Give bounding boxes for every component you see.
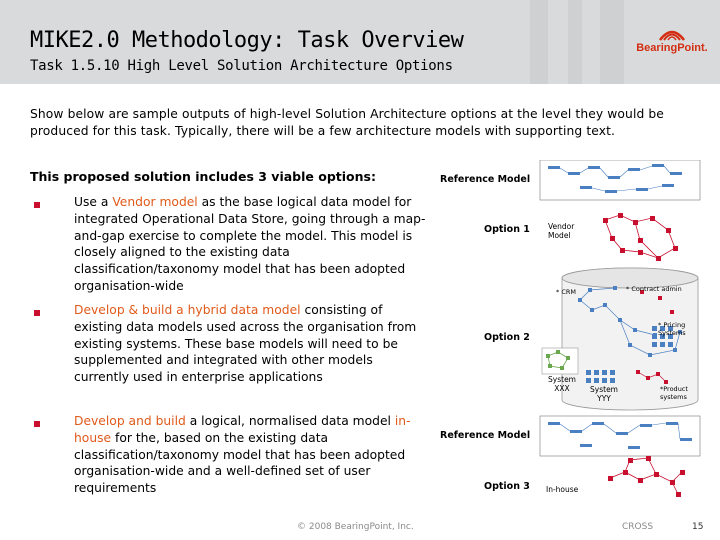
reference-model-label: Reference Model — [440, 430, 531, 441]
header-band — [600, 0, 624, 84]
bullet-marker — [34, 421, 40, 427]
bullet-text: consisting of existing data models used across the organisation from existing systems. These base models will need to be supplemented and integrated with other models currently used in enterprise applications — [74, 303, 417, 385]
bullet-highlight: Vendor model — [112, 195, 198, 209]
bullet-marker — [34, 310, 40, 316]
bullet-item — [74, 302, 430, 386]
bullet-text: for the, based on the existing data classification/taxonomy model that has been adopted organisation-wide and a well-defined set of user requirements — [74, 430, 406, 496]
logo-text: BearingPoint. — [636, 42, 708, 54]
bullet-item — [74, 194, 430, 295]
header-band — [530, 0, 548, 84]
contract-admin-label: * Contract admin — [626, 285, 682, 293]
architecture-options-diagram — [430, 160, 710, 500]
lead-text: This proposed solution includes 3 viable options: — [30, 169, 376, 184]
product-systems-label: *Product systems — [660, 385, 688, 401]
page-number: 15 — [692, 522, 704, 532]
bullet-text: as the base logical data model for integrated Operational Data Store, going through a map-and-gap exercise to complete the model. This model is closely aligned to the existing data classification/taxonomy model that has been adopted organisation-wide — [74, 195, 426, 293]
in-house-label: In-house — [546, 485, 579, 494]
option-3-label: Option 3 — [484, 481, 530, 492]
system-yyy-label: System YYY — [590, 385, 618, 403]
intro-paragraph: Show below are sample outputs of high-level Solution Architecture options at the level they would be produced for this task. Typically, there will be a few architecture models with supporting text. — [30, 107, 664, 138]
system-xxx-label: System XXX — [548, 375, 576, 393]
bullet-text: a logical, normalised data model — [185, 414, 395, 428]
bullet-marker — [34, 202, 40, 208]
bullet-text: Use a — [74, 195, 113, 209]
bullet-highlight: in-house — [74, 414, 411, 445]
slide-header — [0, 0, 720, 84]
copyright-text: © 2008 BearingPoint, Inc. — [297, 522, 414, 532]
bullet-item — [74, 413, 430, 497]
slide-title: MIKE2.0 Methodology: Task Overview — [30, 28, 464, 53]
crm-label: * CRM — [556, 288, 576, 296]
reference-model-label: Reference Model — [440, 174, 531, 185]
bullet-highlight: Develop and build — [74, 414, 186, 428]
bullet-highlight: Develop & build a hybrid data model — [74, 303, 301, 317]
logo-arc-icon — [632, 24, 712, 44]
option-2-label: Option 2 — [484, 332, 530, 343]
footer-label: CROSS — [622, 522, 654, 532]
bearingpoint-logo — [632, 24, 712, 64]
pricing-systems-label: * Pricing Systems — [658, 321, 686, 337]
option-1-label: Option 1 — [484, 224, 530, 235]
slide-subtitle: Task 1.5.10 High Level Solution Architecture Options — [30, 58, 453, 74]
header-band — [568, 0, 582, 84]
vendor-model-label: Vendor Model — [548, 222, 575, 240]
